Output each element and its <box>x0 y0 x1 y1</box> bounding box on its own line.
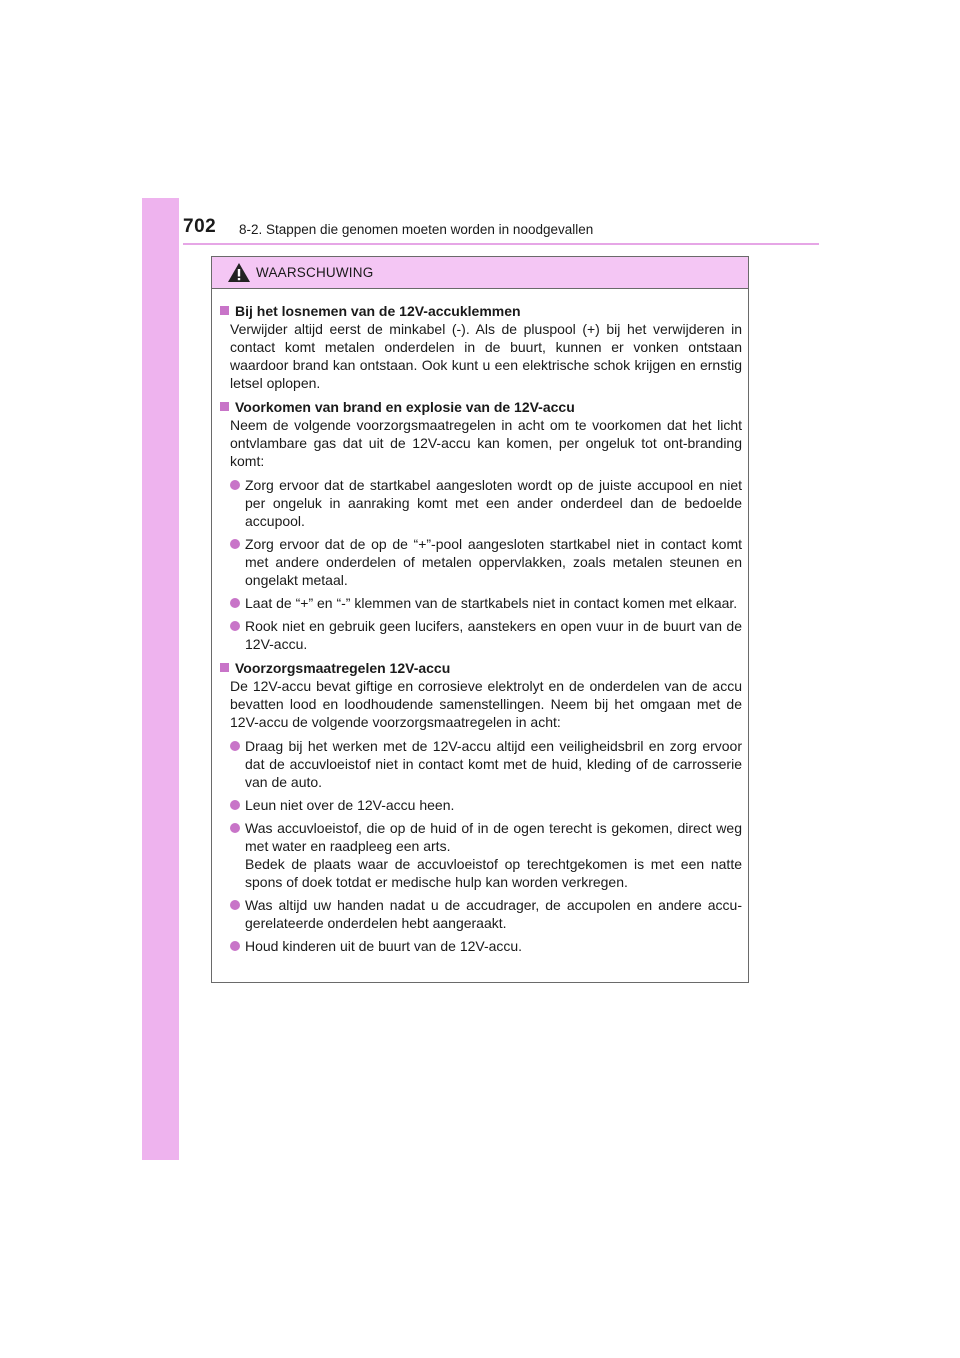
section-text: Verwijder altijd eerst de minkabel (-). Als de pluspool (+) bij het verwijderen in contact komt metalen onderdelen in de buurt, kunnen er vonken ontstaan waardoor brand kan ontstaan. Ook kunt u een elektrische schok krijgen en ernstig letsel oplopen. <box>230 321 742 391</box>
bullet-extra-text: Bedek de plaats waar de accuvloeistof op terechtgekomen is met een natte spons of doek totdat er medische hulp kan worden verkregen. <box>245 856 742 890</box>
round-bullet-icon <box>230 598 240 608</box>
section-precautions <box>220 659 742 955</box>
list-item: Rook niet en gebruik geen lucifers, aanstekers en open vuur in de buurt van de 12V-accu. <box>230 617 742 653</box>
page-header <box>183 210 823 246</box>
list-item: Leun niet over de 12V-accu heen. <box>230 796 742 814</box>
square-bullet-icon <box>220 402 229 411</box>
list-item: Zorg ervoor dat de startkabel aangesloten wordt op de juiste accupool en niet per ongeluk in aanraking komt met een ander onderdeel dan de bedoelde accupool. <box>230 476 742 530</box>
warning-header <box>212 257 748 289</box>
round-bullet-icon <box>230 800 240 810</box>
list-item <box>230 819 742 891</box>
round-bullet-icon <box>230 941 240 951</box>
round-bullet-icon <box>230 900 240 910</box>
warning-title: WAARSCHUWING <box>256 265 374 280</box>
square-bullet-icon <box>220 306 229 315</box>
list-item: Laat de “+” en “-” klemmen van de startkabels niet in contact komen met elkaar. <box>230 594 742 612</box>
warning-triangle-icon <box>227 262 251 283</box>
list-item: Draag bij het werken met de 12V-accu altijd een veiligheidsbril en zorg ervoor dat de accuvloeistof niet in contact komt met de huid, kleding of de carrosserie van de auto. <box>230 737 742 791</box>
bullet-list <box>230 737 742 955</box>
page-number: 702 <box>183 216 217 237</box>
list-item: Houd kinderen uit de buurt van de 12V-accu. <box>230 937 742 955</box>
section-fire-explosion <box>220 398 742 653</box>
list-item: Was altijd uw handen nadat u de accudrager, de accupolen en andere accu-gerelateerde onderdelen hebt aangeraakt. <box>230 896 742 932</box>
section-battery-terminals <box>220 302 742 392</box>
round-bullet-icon <box>230 480 240 490</box>
round-bullet-icon <box>230 621 240 631</box>
section-text: Neem de volgende voorzorgsmaatregelen in acht om te voorkomen dat het licht ontvlambare gas dat uit de 12V-accu kan komen, per ongeluk tot ont-branding komt: <box>230 417 742 469</box>
section-heading: Voorkomen van brand en explosie van de 12V-accu <box>220 398 742 416</box>
side-tab-band <box>142 198 179 1160</box>
round-bullet-icon <box>230 823 240 833</box>
bullet-list <box>230 476 742 653</box>
list-item: Zorg ervoor dat de op de “+”-pool aangesloten startkabel niet in contact komt met andere onderdelen of metalen oppervlakken, zoals metalen steunen en ongelakt metaal. <box>230 535 742 589</box>
section-title: 8-2. Stappen die genomen moeten worden in noodgevallen <box>239 222 594 237</box>
section-text: De 12V-accu bevat giftige en corrosieve elektrolyt en de onderdelen van de accu bevatten lood en loodhoudende samenstellingen. Neem bij het omgaan met de 12V-accu de volgende voorzorgsmaatregelen in acht: <box>230 678 742 730</box>
section-heading: Bij het losnemen van de 12V-accuklemmen <box>220 302 742 320</box>
warning-body <box>212 289 748 955</box>
square-bullet-icon <box>220 663 229 672</box>
header-rule <box>183 243 819 245</box>
bullet-text: Was accuvloeistof, die op de huid of in de ogen terecht is gekomen, direct weg met water en raadpleeg een arts. <box>245 820 742 854</box>
round-bullet-icon <box>230 741 240 751</box>
section-heading: Voorzorgsmaatregelen 12V-accu <box>220 659 742 677</box>
round-bullet-icon <box>230 539 240 549</box>
warning-box <box>211 256 749 983</box>
